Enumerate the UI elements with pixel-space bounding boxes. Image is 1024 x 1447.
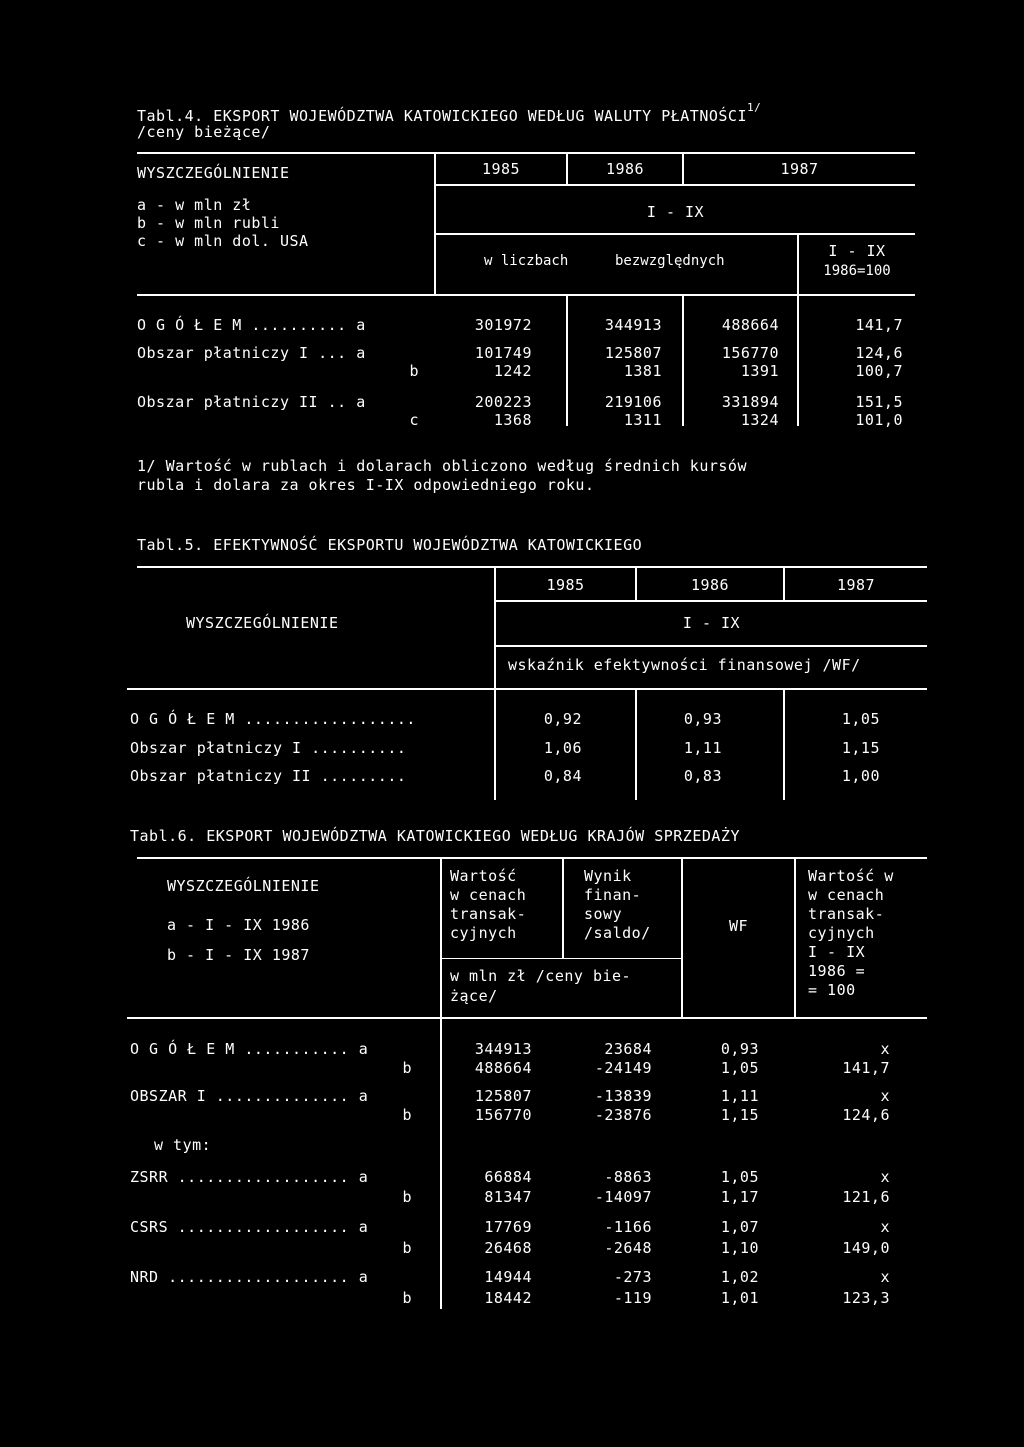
rule: [127, 688, 927, 690]
cell: 156770: [474, 1106, 532, 1124]
rule: [436, 233, 915, 235]
col2-head: Wynik: [584, 867, 632, 885]
year-1986: 1986: [605, 160, 645, 178]
rule: [496, 645, 927, 647]
period-label: I - IX: [646, 203, 705, 221]
col1-head: transak-: [450, 905, 527, 923]
cell: 301972: [474, 316, 532, 334]
cell: x: [880, 1168, 890, 1186]
cell: 0,84: [543, 767, 582, 785]
col2-head: /saldo/: [584, 924, 651, 942]
cell: 1,07: [720, 1218, 759, 1236]
table-4-title: Tabl.4. EKSPORT WOJEWÓDZTWA KATOWICKIEGO WEDŁUG WALUTY $PŁATNOŚCI^{1/}$: [137, 101, 762, 125]
cell: -13839: [594, 1087, 652, 1105]
row-label: Obszar płatniczy I ... a: [137, 344, 366, 362]
row-label: b: [402, 1289, 412, 1307]
cell: -24149: [594, 1059, 652, 1077]
footnote: 1/ Wartość w rublach i dolarach obliczono według średnich kursów: [137, 457, 747, 475]
col-divider: [562, 857, 564, 958]
cell: 1,06: [543, 739, 582, 757]
col4-head: I - IX: [808, 943, 866, 961]
cell: 344913: [474, 1040, 532, 1058]
row-label: O G Ó Ł E M .......... a: [137, 316, 366, 334]
cell: 1,05: [841, 710, 880, 728]
col4-head: transak-: [808, 905, 885, 923]
cell: 1,00: [841, 767, 880, 785]
cell: 1,15: [720, 1106, 759, 1124]
col4-head: Wartość w: [808, 867, 894, 885]
cell: 1,05: [720, 1059, 759, 1077]
col1-head: Wartość: [450, 867, 517, 885]
col4-head: 1986 =: [808, 962, 866, 980]
cell: 488664: [474, 1059, 532, 1077]
cell: 344913: [604, 316, 662, 334]
rule: [442, 958, 681, 959]
col1-head: w cenach: [450, 886, 527, 904]
year-1987: 1987: [780, 160, 819, 178]
cell: 1324: [740, 411, 779, 429]
footnote: rubla i dolara za okres I-IX odpowiedniego roku.: [137, 476, 595, 494]
row-label: CSRS .................. a: [130, 1218, 369, 1236]
rule: [436, 184, 915, 186]
cell: 1,11: [720, 1087, 759, 1105]
cell: 1,17: [720, 1188, 759, 1206]
cell: -273: [613, 1268, 652, 1286]
cell: 1391: [740, 362, 779, 380]
legend-line: b - w mln rubli: [137, 214, 280, 232]
row-label: ZSRR .................. a: [130, 1168, 369, 1186]
cell: 1311: [623, 411, 662, 429]
rule: [137, 857, 927, 859]
row-label: b: [402, 1059, 412, 1077]
cell: 141,7: [855, 316, 903, 334]
row-label: Obszar płatniczy I ..........: [130, 739, 407, 757]
cell: 1,15: [841, 739, 880, 757]
abs-label: bezwzględnych: [615, 253, 725, 269]
cell: 0,83: [683, 767, 722, 785]
row-label: c: [409, 411, 419, 429]
col2-head: sowy: [584, 905, 623, 923]
row-label: b: [402, 1239, 412, 1257]
cell: 1242: [493, 362, 532, 380]
period-label: I - IX: [682, 614, 741, 632]
row-label: b: [402, 1106, 412, 1124]
cell: -119: [613, 1289, 652, 1307]
row-label: b: [409, 362, 419, 380]
cell: 200223: [474, 393, 532, 411]
cell: 17769: [484, 1218, 532, 1236]
cell: 101749: [474, 344, 532, 362]
col4-head: = 100: [808, 981, 856, 999]
cell: 0,93: [683, 710, 722, 728]
cell: -2648: [604, 1239, 652, 1257]
cell: 125807: [474, 1087, 532, 1105]
index-label: 1986=100: [823, 263, 891, 279]
table-5-title: Tabl.5. EFEKTYWNOŚĆ EKSPORTU WOJEWÓDZTWA KATOWICKIEGO: [137, 536, 643, 554]
row-label: O G Ó Ł E M ........... a: [130, 1040, 369, 1058]
col1-head: cyjnych: [450, 924, 517, 942]
cell: 100,7: [855, 362, 903, 380]
row-label: Obszar płatniczy II .........: [130, 767, 407, 785]
col-divider: [440, 857, 442, 1017]
cell: 1,02: [720, 1268, 759, 1286]
unit-label: w mln zł /ceny bie-: [450, 967, 632, 985]
row-label: Obszar płatniczy II .. a: [137, 393, 366, 411]
col3-head: WF: [728, 917, 749, 935]
cell: 1,11: [683, 739, 722, 757]
cell: -8863: [604, 1168, 652, 1186]
row-label: w tym:: [154, 1136, 212, 1154]
rule: [127, 1017, 927, 1019]
cell: 121,6: [842, 1188, 890, 1206]
table-4-subtitle: /ceny bieżące/: [137, 123, 271, 141]
table-6-title: Tabl.6. EKSPORT WOJEWÓDZTWA KATOWICKIEGO WEDŁUG KRAJÓW SPRZEDAŻY: [130, 827, 740, 845]
legend-line: a - I - IX 1986: [167, 916, 310, 934]
rule: [137, 566, 927, 568]
col4-head: w cenach: [808, 886, 885, 904]
rule: [137, 152, 915, 154]
row-label: NRD ................... a: [130, 1268, 369, 1286]
cell: 81347: [484, 1188, 532, 1206]
header-spec: WYSZCZEGÓLNIENIE: [186, 614, 339, 632]
cell: 156770: [721, 344, 779, 362]
year-1985: 1985: [546, 576, 585, 594]
col-divider: [681, 857, 683, 1017]
cell: 488664: [721, 316, 779, 334]
cell: 1,01: [720, 1289, 759, 1307]
year-1985: 1985: [481, 160, 521, 178]
row-label: OBSZAR I .............. a: [130, 1087, 369, 1105]
cell: 66884: [484, 1168, 532, 1186]
header-spec: WYSZCZEGÓLNIENIE: [137, 164, 290, 182]
cell: 1368: [493, 411, 532, 429]
col4-head: cyjnych: [808, 924, 875, 942]
cell: 14944: [484, 1268, 532, 1286]
cell: 1,10: [720, 1239, 759, 1257]
cell: x: [880, 1040, 890, 1058]
cell: 124,6: [842, 1106, 890, 1124]
cell: 124,6: [855, 344, 903, 362]
cell: 0,92: [543, 710, 582, 728]
col2-head: finan-: [584, 886, 642, 904]
legend-line: c - w mln dol. USA: [137, 232, 309, 250]
cell: x: [880, 1268, 890, 1286]
index-label: I - IX: [828, 242, 886, 260]
cell: 331894: [721, 393, 779, 411]
year-1986: 1986: [690, 576, 730, 594]
cell: 123,3: [842, 1289, 890, 1307]
cell: 1381: [623, 362, 662, 380]
cell: 23684: [604, 1040, 652, 1058]
unit-label: żące/: [450, 987, 498, 1005]
cell: 125807: [604, 344, 662, 362]
row-label: b: [402, 1188, 412, 1206]
header-spec: WYSZCZEGÓLNIENIE: [167, 877, 320, 895]
cell: x: [880, 1218, 890, 1236]
cell: 101,0: [855, 411, 903, 429]
cell: 18442: [484, 1289, 532, 1307]
abs-label: w liczbach: [484, 253, 569, 269]
indicator-label: wskaźnik efektywności finansowej /WF/: [508, 656, 861, 674]
year-1987: 1987: [836, 576, 876, 594]
cell: 1,05: [720, 1168, 759, 1186]
cell: 151,5: [855, 393, 903, 411]
cell: -1166: [604, 1218, 652, 1236]
cell: 0,93: [720, 1040, 759, 1058]
cell: -14097: [594, 1188, 652, 1206]
cell: 141,7: [842, 1059, 890, 1077]
cell: 149,0: [842, 1239, 890, 1257]
cell: 219106: [604, 393, 662, 411]
cell: -23876: [594, 1106, 652, 1124]
row-label: O G Ó Ł E M ..................: [130, 710, 416, 728]
cell: x: [880, 1087, 890, 1105]
legend-line: a - w mln zł: [137, 196, 252, 214]
cell: 26468: [484, 1239, 532, 1257]
col-divider: [794, 857, 796, 1017]
legend-line: b - I - IX 1987: [167, 946, 310, 964]
rule: [496, 600, 927, 602]
